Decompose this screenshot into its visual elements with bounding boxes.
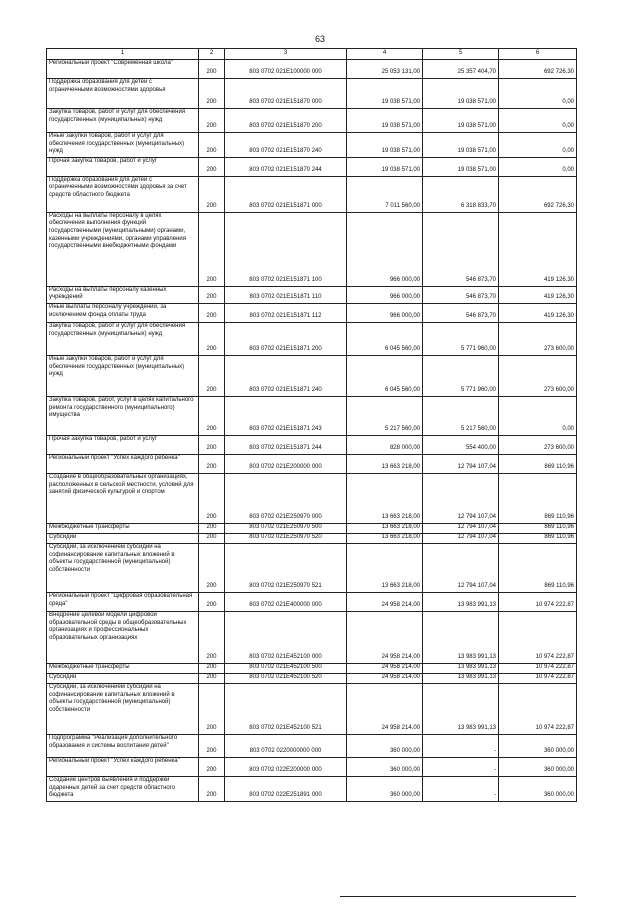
row-plan: 24 958 214,00: [347, 592, 423, 611]
row-code: 200: [199, 543, 225, 592]
row-remainder: 419 126,30: [499, 286, 577, 303]
row-kbk: 803 0702 021E452100 500: [225, 663, 347, 673]
row-code: 200: [199, 663, 225, 673]
row-kbk: 803 0702 021E151871 200: [225, 322, 347, 355]
row-code: 200: [199, 60, 225, 79]
row-kbk: 803 0702 021E100000 000: [225, 60, 347, 79]
row-code: 200: [199, 533, 225, 543]
row-name: Создание в общеобразовательных организациях, расположенных в сельской местности, условий для занятий физической культурой и спортом: [47, 473, 199, 523]
table-row: [47, 355, 577, 396]
row-remainder: 10 974 222,87: [499, 663, 577, 673]
row-code: 200: [199, 286, 225, 303]
row-name: Закупка товаров, работ и услуг для обеспечения государственных (муниципальных) нужд: [47, 322, 199, 355]
row-kbk: 803 0702 021E151870 200: [225, 109, 347, 133]
row-remainder: 273 600,00: [499, 435, 577, 454]
row-name: Иные выплаты персоналу учреждений, за исключением фонда оплаты труда: [47, 303, 199, 322]
row-executed: 12 794 107,04: [423, 473, 499, 523]
row-executed: 13 983 991,13: [423, 673, 499, 683]
row-remainder: 0,00: [499, 157, 577, 176]
column-header: 1: [47, 49, 199, 60]
row-plan: 24 958 214,00: [347, 683, 423, 734]
table-row: [47, 454, 577, 473]
row-name: Расходы на выплаты персоналу в целях обеспечения выполнения функций государственными (муниципальными) органами, казенными учреждениями, органами управления государственными внебюджетными фондами: [47, 212, 199, 286]
row-kbk: 803 0702 021E151871 100: [225, 212, 347, 286]
row-remainder: 273 600,00: [499, 355, 577, 396]
row-name: Межбюджетные трансферты: [47, 523, 199, 533]
column-header: 5: [423, 49, 499, 60]
row-kbk: 803 0702 021E452100 520: [225, 673, 347, 683]
row-remainder: 360 000,00: [499, 776, 577, 801]
row-remainder: 0,00: [499, 79, 577, 109]
table-row: [47, 109, 577, 133]
row-executed: 554 400,00: [423, 435, 499, 454]
row-executed: 12 794 107,04: [423, 523, 499, 533]
row-kbk: 803 0702 021E151871 243: [225, 396, 347, 435]
row-executed: 13 983 991,13: [423, 592, 499, 611]
row-remainder: 419 126,30: [499, 303, 577, 322]
table-row: [47, 473, 577, 523]
row-plan: 828 000,00: [347, 435, 423, 454]
row-executed: 19 038 571,00: [423, 157, 499, 176]
row-name: Региональный проект "Успех каждого ребенка": [47, 757, 199, 776]
row-name: Подпрограмма "Реализация дополнительного образования и системы воспитания детей": [47, 734, 199, 757]
table-row: [47, 757, 577, 776]
row-kbk: 803 0702 021E250970 000: [225, 473, 347, 523]
table-row: [47, 611, 577, 663]
row-executed: 13 983 991,13: [423, 683, 499, 734]
row-kbk: 803 0702 0220000000 000: [225, 734, 347, 757]
row-code: 200: [199, 683, 225, 734]
row-plan: 13 663 218,00: [347, 523, 423, 533]
row-code: 200: [199, 176, 225, 212]
row-executed: 6 318 833,70: [423, 176, 499, 212]
row-executed: 25 357 404,70: [423, 60, 499, 79]
row-plan: 24 958 214,00: [347, 673, 423, 683]
row-code: 200: [199, 673, 225, 683]
row-plan: 360 000,00: [347, 757, 423, 776]
row-remainder: 869 110,96: [499, 454, 577, 473]
row-executed: 19 038 571,00: [423, 79, 499, 109]
row-executed: 5 771 960,00: [423, 322, 499, 355]
row-name: Прочая закупка товаров, работ и услуг: [47, 435, 199, 454]
row-code: 200: [199, 454, 225, 473]
row-name: Закупка товаров, работ и услуг для обеспечения государственных (муниципальных) нужд: [47, 109, 199, 133]
table-row: [47, 60, 577, 79]
table-row: [47, 734, 577, 757]
table-row: [47, 133, 577, 158]
row-plan: 6 045 560,00: [347, 322, 423, 355]
row-code: 200: [199, 303, 225, 322]
row-remainder: 869 110,96: [499, 473, 577, 523]
row-code: 200: [199, 592, 225, 611]
row-kbk: 803 0702 021E151871 112: [225, 303, 347, 322]
row-remainder: 10 974 222,87: [499, 611, 577, 663]
row-plan: 966 000,00: [347, 212, 423, 286]
row-executed: 19 038 571,00: [423, 133, 499, 158]
row-remainder: 10 974 222,87: [499, 673, 577, 683]
row-code: 200: [199, 133, 225, 158]
row-name: Расходы на выплаты персоналу казенных учреждений: [47, 286, 199, 303]
column-header: 6: [499, 49, 577, 60]
table-header-row: [47, 49, 577, 60]
row-remainder: 692 726,30: [499, 60, 577, 79]
row-remainder: 419 126,30: [499, 212, 577, 286]
row-code: 200: [199, 523, 225, 533]
row-executed: -: [423, 776, 499, 801]
row-code: 200: [199, 322, 225, 355]
row-remainder: 360 000,00: [499, 757, 577, 776]
row-kbk: 803 0702 021E151871 244: [225, 435, 347, 454]
row-kbk: 803 0702 021E151870 244: [225, 157, 347, 176]
row-plan: 360 000,00: [347, 776, 423, 801]
row-name: Иные закупки товаров, работ и услуг для обеспечения государственных (муниципальных) нужд: [47, 133, 199, 158]
row-plan: 24 958 214,00: [347, 663, 423, 673]
row-code: 200: [199, 109, 225, 133]
table-row: [47, 286, 577, 303]
row-name: Поддержка образования для детей с ограниченными возможностями здоровья: [47, 79, 199, 109]
budget-table: [46, 48, 577, 802]
row-plan: 966 000,00: [347, 286, 423, 303]
row-plan: 19 038 571,00: [347, 133, 423, 158]
row-name: Создание центров выявления и поддержки одаренных детей за счет средств областного бюджета: [47, 776, 199, 801]
table-row: [47, 523, 577, 533]
row-code: 200: [199, 435, 225, 454]
row-code: 200: [199, 79, 225, 109]
row-plan: 13 663 218,00: [347, 454, 423, 473]
table-row: [47, 435, 577, 454]
table-row: [47, 396, 577, 435]
row-executed: 5 771 960,00: [423, 355, 499, 396]
row-remainder: 0,00: [499, 109, 577, 133]
row-name: Закупка товаров, работ, услуг в целях капитального ремонта государственного (муниципального) имущества: [47, 396, 199, 435]
row-plan: 7 011 560,00: [347, 176, 423, 212]
row-plan: 19 038 571,00: [347, 109, 423, 133]
row-plan: 19 038 571,00: [347, 79, 423, 109]
row-name: Региональный проект "Успех каждого ребенка": [47, 454, 199, 473]
row-executed: 546 873,70: [423, 303, 499, 322]
row-plan: 25 053 131,00: [347, 60, 423, 79]
row-executed: 19 038 571,00: [423, 109, 499, 133]
table-row: [47, 157, 577, 176]
row-name: Поддержка образования для детей с ограниченными возможностями здоровья за счет средств областного бюджета: [47, 176, 199, 212]
row-kbk: 803 0702 022E200000 000: [225, 757, 347, 776]
row-name: Межбюджетные трансферты: [47, 663, 199, 673]
row-kbk: 803 0702 021E250970 521: [225, 543, 347, 592]
row-executed: 13 983 991,13: [423, 663, 499, 673]
row-name: Субсидии, за исключением субсидий на софинансирование капитальных вложений в объекты государственной (муниципальной) собственности: [47, 543, 199, 592]
row-kbk: 803 0702 021E151871 000: [225, 176, 347, 212]
row-remainder: 869 110,96: [499, 543, 577, 592]
row-name: Прочая закупка товаров, работ и услуг: [47, 157, 199, 176]
row-plan: 13 663 218,00: [347, 533, 423, 543]
page-number: 63: [314, 34, 325, 44]
row-plan: 5 217 560,00: [347, 396, 423, 435]
row-remainder: 0,00: [499, 133, 577, 158]
row-name: Субсидии: [47, 533, 199, 543]
row-kbk: 803 0702 021E151870 000: [225, 79, 347, 109]
row-plan: 966 000,00: [347, 303, 423, 322]
table-row: [47, 303, 577, 322]
row-code: 200: [199, 212, 225, 286]
row-code: 200: [199, 473, 225, 523]
row-code: 200: [199, 611, 225, 663]
row-kbk: 803 0702 021E151870 240: [225, 133, 347, 158]
table-row: [47, 533, 577, 543]
table-row: [47, 663, 577, 673]
row-executed: 12 794 107,04: [423, 543, 499, 592]
table-row: [47, 673, 577, 683]
column-header: 4: [347, 49, 423, 60]
row-kbk: 803 0702 021E151871 240: [225, 355, 347, 396]
row-code: 200: [199, 734, 225, 757]
row-kbk: 803 0702 022E251891 000: [225, 776, 347, 801]
table-row: [47, 776, 577, 801]
table-row: [47, 592, 577, 611]
table-row: [47, 176, 577, 212]
footer-rule: [340, 896, 576, 897]
row-executed: 12 794 107,04: [423, 533, 499, 543]
table-row: [47, 683, 577, 734]
table-row: [47, 79, 577, 109]
row-kbk: 803 0702 021E200000 000: [225, 454, 347, 473]
row-plan: 13 663 218,00: [347, 473, 423, 523]
row-code: 200: [199, 776, 225, 801]
row-name: Субсидии, за исключением субсидий на софинансирование капитальных вложений в объекты государственной (муниципальной) собственности: [47, 683, 199, 734]
row-plan: 360 000,00: [347, 734, 423, 757]
row-plan: 13 663 218,00: [347, 543, 423, 592]
row-plan: 24 958 214,00: [347, 611, 423, 663]
row-name: Внедрение целевой модели цифровой образовательной среды в общеобразовательных организациях и профессиональных образовательных организациях: [47, 611, 199, 663]
row-remainder: 869 110,96: [499, 523, 577, 533]
row-name: Региональный проект "Цифровая образовательная среда": [47, 592, 199, 611]
row-code: 200: [199, 757, 225, 776]
row-kbk: 803 0702 021E400000 000: [225, 592, 347, 611]
row-remainder: 360 000,00: [499, 734, 577, 757]
table-row: [47, 543, 577, 592]
row-code: 200: [199, 396, 225, 435]
row-kbk: 803 0702 021E250970 520: [225, 533, 347, 543]
row-executed: 546 873,70: [423, 286, 499, 303]
row-code: 200: [199, 157, 225, 176]
row-name: Иные закупки товаров, работ и услуг для обеспечения государственных (муниципальных) нужд: [47, 355, 199, 396]
row-executed: -: [423, 757, 499, 776]
row-executed: 5 217 560,00: [423, 396, 499, 435]
row-remainder: 692 726,30: [499, 176, 577, 212]
column-header: 2: [199, 49, 225, 60]
row-kbk: 803 0702 021E151871 110: [225, 286, 347, 303]
row-remainder: 10 974 222,87: [499, 592, 577, 611]
row-executed: 13 983 991,13: [423, 611, 499, 663]
row-kbk: 803 0702 021E452100 000: [225, 611, 347, 663]
row-remainder: 869 110,96: [499, 533, 577, 543]
row-plan: 6 045 560,00: [347, 355, 423, 396]
row-code: 200: [199, 355, 225, 396]
row-plan: 19 038 571,00: [347, 157, 423, 176]
row-executed: -: [423, 734, 499, 757]
column-header: 3: [225, 49, 347, 60]
row-executed: 12 794 107,04: [423, 454, 499, 473]
row-kbk: 803 0702 021E250970 500: [225, 523, 347, 533]
row-name: Региональный проект "Современная школа": [47, 60, 199, 79]
row-remainder: 0,00: [499, 396, 577, 435]
table-row: [47, 322, 577, 355]
row-name: Субсидии: [47, 673, 199, 683]
row-executed: 546 873,70: [423, 212, 499, 286]
row-remainder: 10 974 222,87: [499, 683, 577, 734]
table-row: [47, 212, 577, 286]
row-kbk: 803 0702 021E452100 521: [225, 683, 347, 734]
row-remainder: 273 600,00: [499, 322, 577, 355]
